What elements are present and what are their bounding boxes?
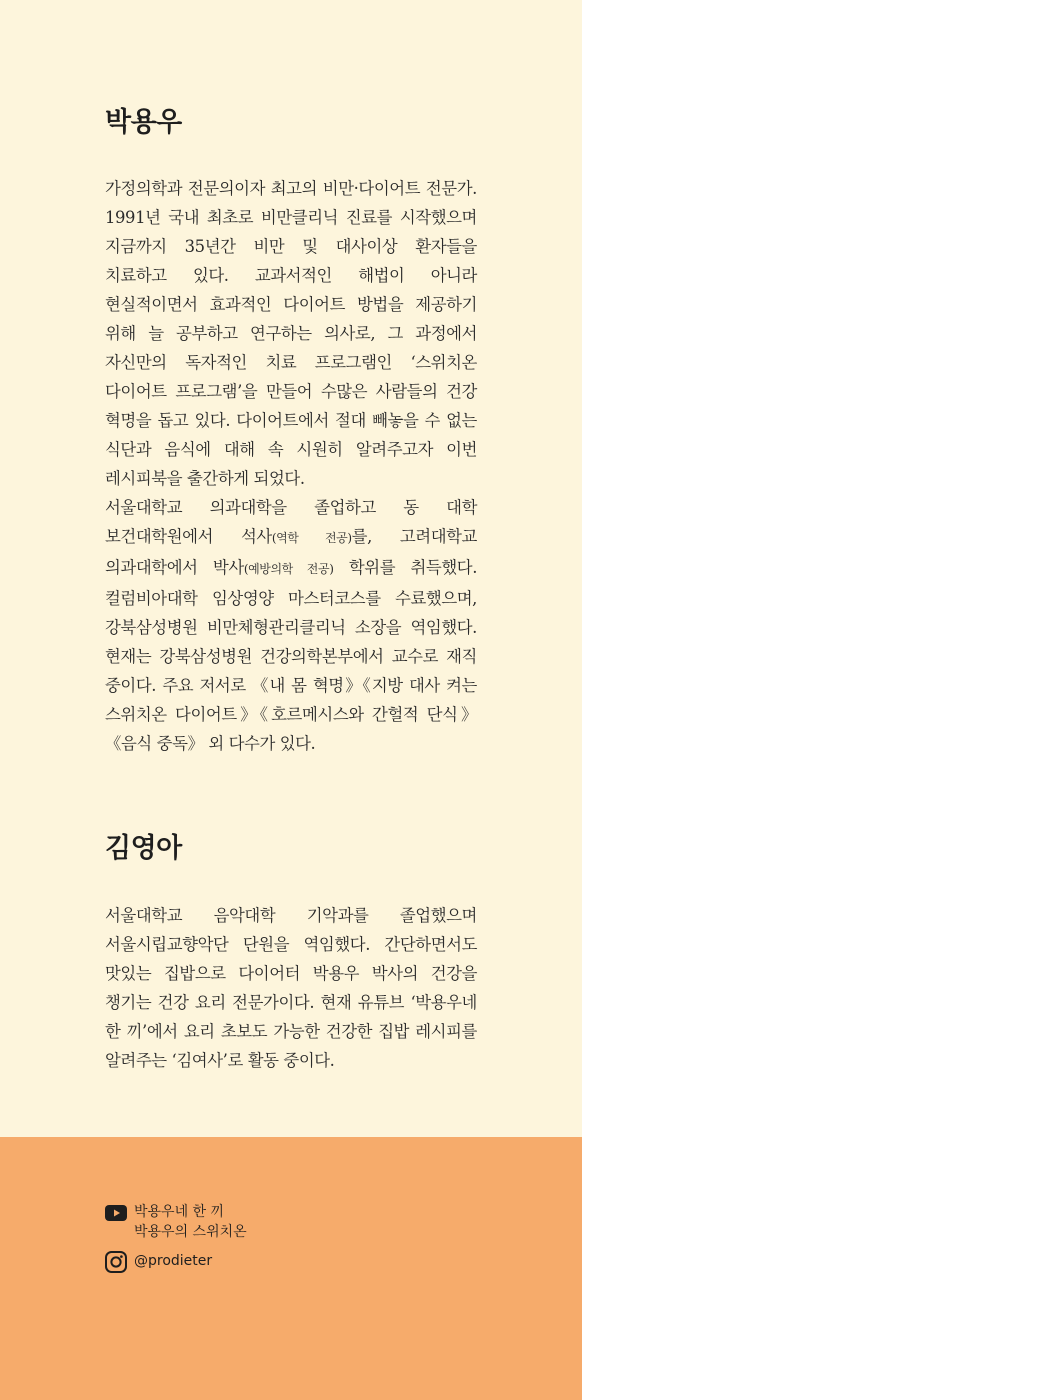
- instagram-handle[interactable]: @prodieter: [134, 1253, 213, 1269]
- author-bio-2: [105, 901, 477, 1075]
- footer-band: [0, 1137, 582, 1400]
- bio-note-major: (예방의학 전공): [243, 562, 334, 576]
- youtube-channel-1[interactable]: 박용우네 한 끼: [134, 1204, 225, 1220]
- bio-text: 학위를 취득했다. 컬럼비아대학 임상영양 마스터코스를 수료했으며, 강북삼성병원 비만체형관리클리닉 소장을 역임했다. 현재는 강북삼성병원 건강의학본부에서 교수로 재직 중이다. 주요 저서로 《내 몸 혁명》《지방 대사 켜는 스위치온 다이어트》《호르메시스와 간헐적 단식》《음식 중독》 외 다수가 있다.: [105, 558, 478, 753]
- bio-text: 를, 고려대학교 의과대학에서 박사: [105, 527, 477, 577]
- instagram-icon: [105, 1251, 127, 1273]
- youtube-links: [105, 1202, 247, 1242]
- youtube-channel-2[interactable]: 박용우의 스위치온: [134, 1224, 247, 1240]
- author-bio-1: [105, 174, 477, 758]
- youtube-icon: [105, 1202, 127, 1224]
- author-name-2: 김영아: [105, 833, 182, 864]
- author-name-1: 박용우: [105, 107, 182, 138]
- instagram-link: [105, 1251, 212, 1273]
- author-bio-1-paragraph-2: [105, 493, 477, 758]
- author-bio-1-paragraph-1: 가정의학과 전문의이자 최고의 비만·다이어트 전문가. 1991년 국내 최초로 비만클리닉 진료를 시작했으며 지금까지 35년간 비만 및 대사이상 환자들을 치료하고 있다. 교과서적인 해법이 아니라 현실적이면서 효과적인 다이어트 방법을 제공하기 위해 늘 공부하고 연구하는 의사로, 그 과정에서 자신만의 독자적인 치료 프로그램인 ‘스위치온 다이어트 프로그램’을 만들어 수많은 사람들의 건강 혁명을 돕고 있다. 다이어트에서 절대 빼놓을 수 없는 식단과 음식에 대해 속 시원히 알려주고자 이번 레시피북을 출간하게 되었다.: [105, 179, 477, 488]
- bio-text: 서울대학교 의과대학을 졸업하고 동 대학 보건대학원에서 석사: [105, 498, 477, 546]
- author-bio-2-paragraph: 서울대학교 음악대학 기악과를 졸업했으며 서울시립교향악단 단원을 역임했다. 간단하면서도 맛있는 집밥으로 다이어터 박용우 박사의 건강을 챙기는 건강 요리 전문가이다. 현재 유튜브 ‘박용우네 한 끼’에서 요리 초보도 가능한 건강한 집밥 레시피를 알려주는 ‘김여사’로 활동 중이다.: [105, 906, 477, 1070]
- bio-note-major: (역학 전공): [271, 531, 352, 545]
